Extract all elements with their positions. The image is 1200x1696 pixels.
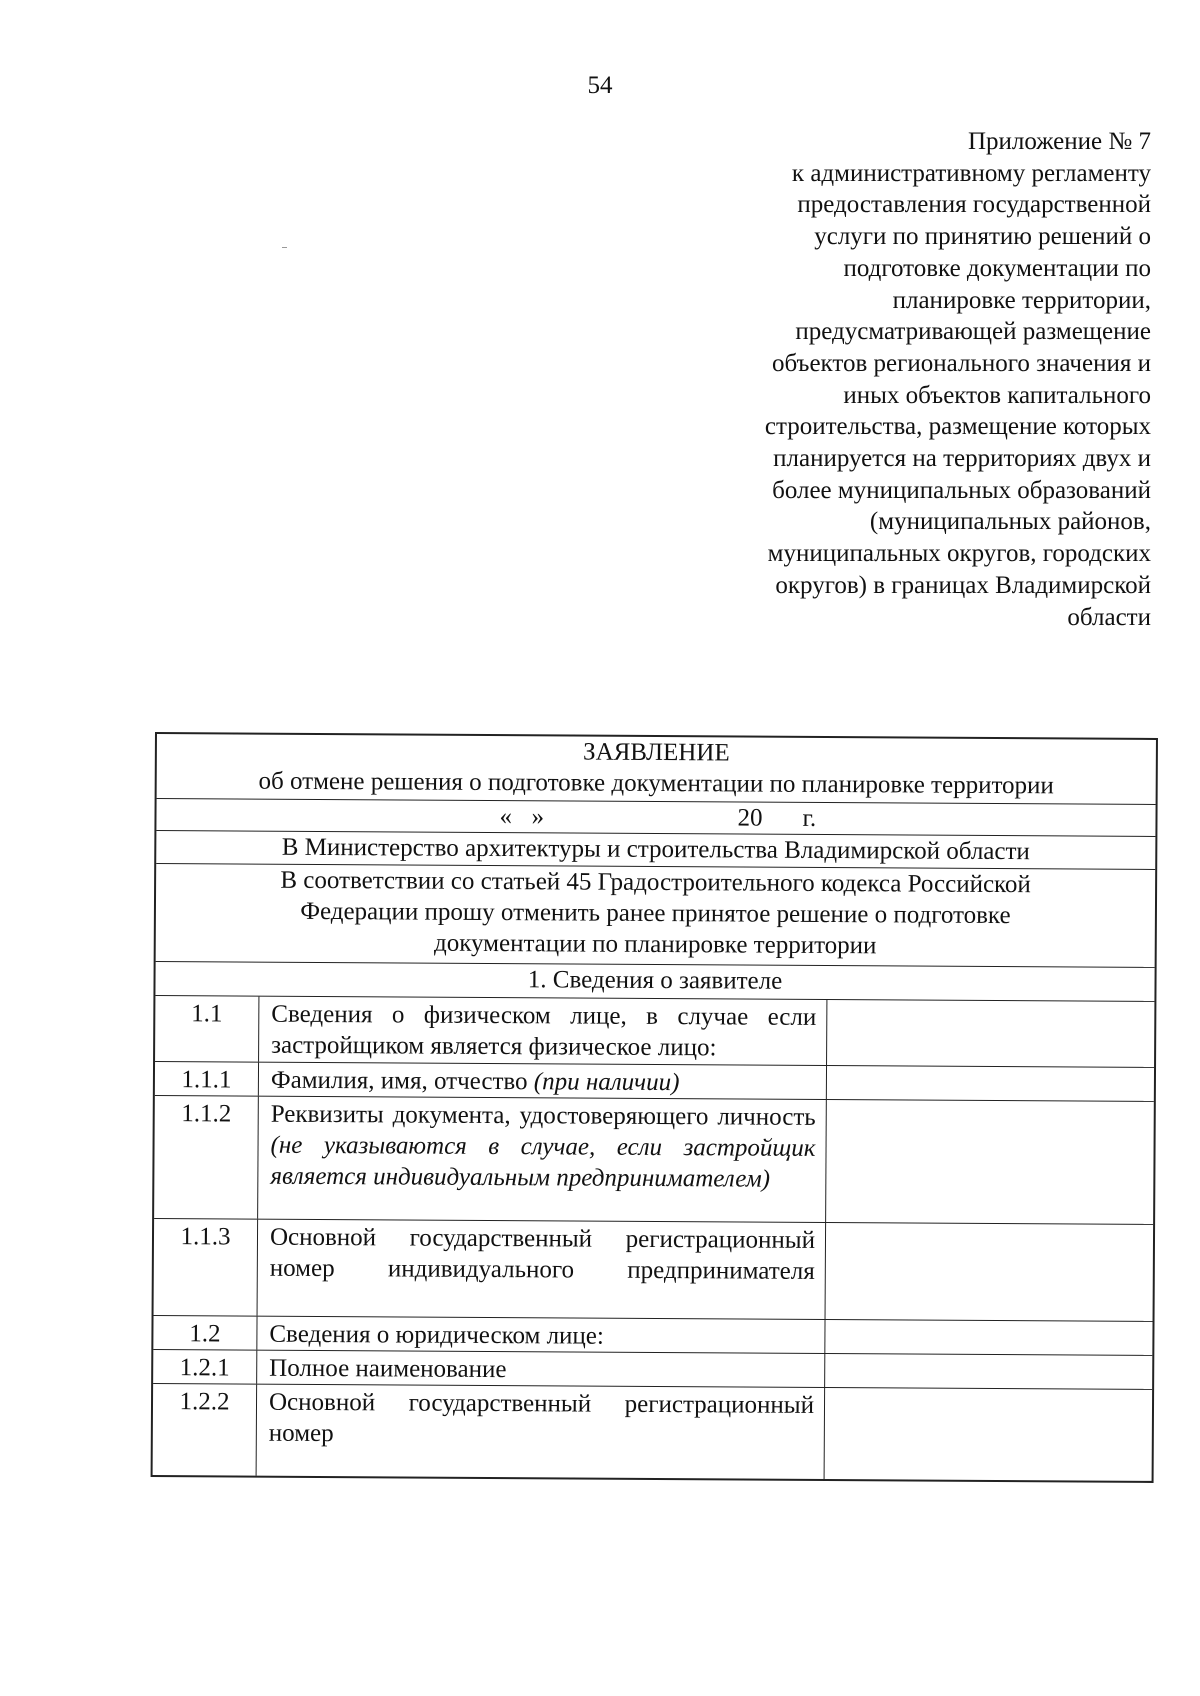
appendix-line: (муниципальных районов, (869, 508, 1151, 536)
appendix-line: услуги по принятию решений о (814, 223, 1151, 251)
date-quote-close: » (531, 803, 545, 831)
row-value-field[interactable] (824, 1388, 1153, 1481)
appendix-line: иных объектов капитального (843, 381, 1151, 409)
table-row (154, 1219, 1154, 1322)
section-1-title: 1. Сведения о заявителе (527, 966, 783, 995)
row-label: Сведения о юридическом лице: (269, 1320, 604, 1350)
application-form (151, 732, 1158, 1483)
row-value-field[interactable] (826, 1000, 1154, 1067)
appendix-line: планируется на территориях двух и (773, 445, 1151, 473)
row-value-field[interactable] (824, 1354, 1152, 1389)
row-number: 1.1.3 (154, 1219, 259, 1316)
page-number: 54 (587, 72, 613, 99)
row-value-field[interactable] (825, 1100, 1154, 1224)
appendix-line: области (1067, 603, 1151, 631)
form-subtitle: об отмене решения о подготовке документации по планировке территории (258, 767, 1054, 800)
appendix-line: строительства, размещение которых (764, 413, 1151, 441)
row-number: 1.1.2 (154, 1096, 259, 1219)
row-label: Фамилия, имя, отчество (270, 1066, 528, 1096)
date-year-suffix: г. (802, 804, 817, 832)
scan-speck (282, 247, 287, 248)
row-number: 1.2 (153, 1316, 257, 1350)
row-label: Реквизиты документа, удостоверяющего личность (270, 1100, 816, 1131)
form-title: ЗАЯВЛЕНИЕ (583, 738, 730, 767)
row-value-field[interactable] (826, 1066, 1154, 1101)
appendix-line: предоставления государственной (797, 191, 1151, 219)
date-year-prefix: 20 (737, 804, 763, 832)
appendix-line: округов) в границах Владимирской (775, 571, 1151, 599)
form-title-row (157, 734, 1156, 805)
appendix-line: объектов регионального значения и (771, 349, 1151, 377)
appendix-line: подготовке документации по (843, 254, 1151, 282)
request-line: документации по планировке территории (433, 929, 877, 960)
row-number: 1.1.1 (155, 1062, 259, 1096)
row-label: Сведения о физическом лице, в случае если застройщиком является физическое лицо: (271, 1000, 817, 1062)
appendix-line: планировке территории, (892, 286, 1151, 314)
table-row (154, 1096, 1154, 1225)
request-line: В соответствии со статьей 45 Градостроительного кодекса Российской (280, 866, 1031, 899)
request-row (156, 864, 1156, 968)
row-number: 1.2.2 (153, 1384, 258, 1476)
row-number: 1.2.1 (153, 1350, 257, 1384)
row-note: (при наличии) (533, 1068, 680, 1097)
row-note: (не указываются в случае, если застройщик является индивидуальным предпринимателем) (270, 1131, 816, 1193)
appendix-line: Приложение № 7 (967, 128, 1151, 155)
appendix-line: предусматривающей размещение (795, 318, 1151, 346)
request-line: Федерации прошу отменить ранее принятое решение о подготовке (300, 897, 1011, 930)
date-quote-open: « (499, 803, 513, 831)
row-number: 1.1 (155, 996, 259, 1062)
appendix-header (631, 126, 1151, 633)
table-row (153, 1384, 1153, 1481)
row-label-cell (261, 1063, 826, 1099)
appendix-line: к административному регламенту (791, 159, 1151, 187)
appendix-line: более муниципальных образований (772, 476, 1151, 504)
row-label: Основной государственный регистрационный номер индивидуального предпринимателя (269, 1223, 816, 1285)
row-label: Основной государственный регистрационный номер (268, 1388, 815, 1448)
row-value-field[interactable] (825, 1223, 1154, 1321)
row-label-cell (260, 1097, 826, 1222)
row-value-field[interactable] (824, 1320, 1152, 1355)
appendix-line: муниципальных округов, городских (767, 540, 1151, 568)
row-label: Полное наименование (269, 1354, 507, 1384)
addressee: В Министерство архитектуры и строительства Владимирской области (281, 833, 1030, 866)
table-row (155, 996, 1154, 1068)
